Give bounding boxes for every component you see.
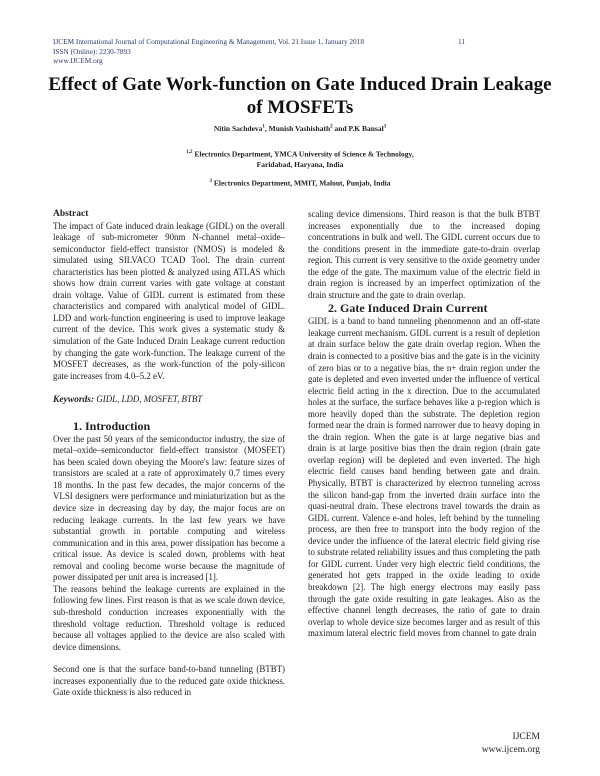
author-conjunction: and — [334, 124, 347, 133]
affiliation-text: Electronics Department, MMIT, Malout, Punjab, India — [213, 178, 391, 188]
right-column — [308, 209, 540, 640]
abstract-heading: Abstract — [53, 209, 89, 219]
affiliation-location: Faridabad, Haryana, India — [256, 159, 344, 169]
paragraph: GIDL is a band to band tunneling phenomenon and an off-state leakage current mechanism. GIDL current is a result of depletion at drain surface below the gate drain overlap region. When the drain is connected to a positive bias and the gate is in the vicinity of zero bias or to a negative bias, the n+ drain region under the gate is depleted and even inverted under the influence of vertical electric field acting in the x direction. Due to the accumulated holes at the surface, the surface behaves like a p-region which is more heavily doped than the substrate. The depletion region formed near the drain is formed narrower due to heavy doping in the drain region. When the gate is at large negative bias and drain is at large positive bias then the drain region (drain gate overlap region) will be depleted and even inverted. The high electric field causes band bending between gate and drain. Physically, BTBT is characterized by electron tunneling across the silicon band-gap from the inverted drain surface into the quasi-neutral drain. These electrons travel towards the drain as GIDL current. Valence e-and holes, left behind by the tunneling process, are then free to transport into the body region of the device under the influence of the lateral electric field giving rise to substrate related reliability issues and thus completing the path for GIDL current. Under very high electric field conditions, the generated hot gets trapped in the oxide leading to oxide breakdown [2]. The high energy electrons may easily pass through the gate oxide resulting in gate leakages. Also as the effective channel length decreases, the ratio of gate to drain overlap to whole device size becomes larger and as result of this maximum lateral electric field moves from channel to gate drain — [308, 316, 540, 639]
author-sup: 2 — [330, 124, 333, 130]
author: Munish Vashishath — [268, 124, 331, 133]
paragraph: Over the past 50 years of the semiconductor industry, the size of metal–oxide–semiconductor field-effect transistor (MOSFET) has been scaled down obeying the Moore's law: feature sizes of transistors are scaled at a rate of approximately 0.7 times every 18 months. In the past few decades, the major concerns of the VLSI designers were performance and miniaturization but as the device size in decreasing day by day, the major focus are on reducing leakage currents. In the last few years we have substantial growth in portable computing and wireless communication and in this area, power dissipation has become a critical issue. As device is scaled down, problems with heat removal and cooling become worse because the magnitude of power dissipated per unit area is increased [1]. — [53, 433, 285, 583]
paper-title: Effect of Gate Work-function on Gate Induced Drain Leakage of MOSFETs — [48, 74, 552, 118]
issn: ISSN (Online): 2230-7893 — [53, 46, 131, 56]
running-header — [53, 37, 364, 66]
keywords-text: GIDL, LDD, MOSFET, BTBT — [96, 394, 203, 405]
affiliation-sup: 3 — [209, 179, 213, 184]
journal-name: IJCEM International Journal of Computational Engineering & Management, Vol. 21 Issue 1, January 2018 — [53, 37, 365, 46]
affiliation-sup: 1,2 — [186, 150, 193, 155]
website-link[interactable]: www.IJCEM.org — [53, 56, 103, 65]
section-2-heading: 2. Gate Induced Drain Current — [328, 301, 488, 316]
author-sup: 3 — [383, 124, 387, 130]
authors: Nitin Sachdeva$^1$, Munish Vashishath$^2$ and P.K Bansal$^3$ — [213, 124, 387, 133]
affiliation-text: Electronics Department, YMCA University of Science & Technology, — [194, 149, 414, 159]
footer-journal: IJCEM — [512, 732, 540, 742]
paragraph: The reasons behind the leakage currents are explained in the following few lines. First reason is that as we scale down device, sub-threshold conduction increases exponentially with the threshold voltage reduction. Threshold voltage is reduced because all voltages applied to the device are also scaled with device dimensions. — [53, 583, 285, 652]
introduction-heading: 1. Introduction — [73, 418, 151, 433]
author: Nitin Sachdeva — [213, 124, 263, 133]
abstract-text: The impact of Gate induced drain leakage (GIDL) on the overall leakage of sub-micrometer 90nm N-channel metal–oxide–semiconductor field-effect transistor (NMOS) is modeled & simulated using SILVACO TCAD Tool. The drain current characteristics has been plotted & analyzed using ATLAS which shows how drain current varies with gate voltage at constant drain voltage. Value of GIDL current is estimated from these characteristics and compared with analytical model of GIDL. LDD and work-function engineering is used to improve leakage current of the device. This work gives a systematic study & simulation of the Gate Induced Drain Leakage current reduction by changing the gate work-function. The leakage current of the MOSFET decreases, as the work-function of the poly-silicon gate increases from 4.0–5.2 eV. — [53, 220, 285, 381]
footer-website[interactable]: www.ijcem.org — [481, 745, 540, 755]
paragraph: scaling device dimensions. Third reason is that the bulk BTBT increases exponentially due to the increased doping concentrations in bulk and well. The GIDL current occurs due to the conditions present in the immediate gate-to-drain overlap region. This current is very sensitive to the oxide geometry under the edge of the gate. The maximum value of the electric field in drain region is increased by an imperfect optimization of the drain structure and the gate to drain overlap. — [308, 209, 540, 300]
author-sup: 1 — [262, 124, 265, 130]
keywords-label: Keywords: — [53, 395, 95, 406]
paragraph: Second one is that the surface band-to-band tunneling (BTBT) increases exponentially due to the reduced gate oxide thickness. Gate oxide thickness is also reduced in — [53, 664, 285, 698]
left-column — [53, 209, 285, 699]
page-number: 11 — [458, 37, 466, 46]
affiliation-2 — [0, 177, 600, 189]
author: P.K Bansal — [348, 124, 384, 133]
keywords — [53, 394, 285, 407]
affiliation-1 — [0, 148, 600, 170]
